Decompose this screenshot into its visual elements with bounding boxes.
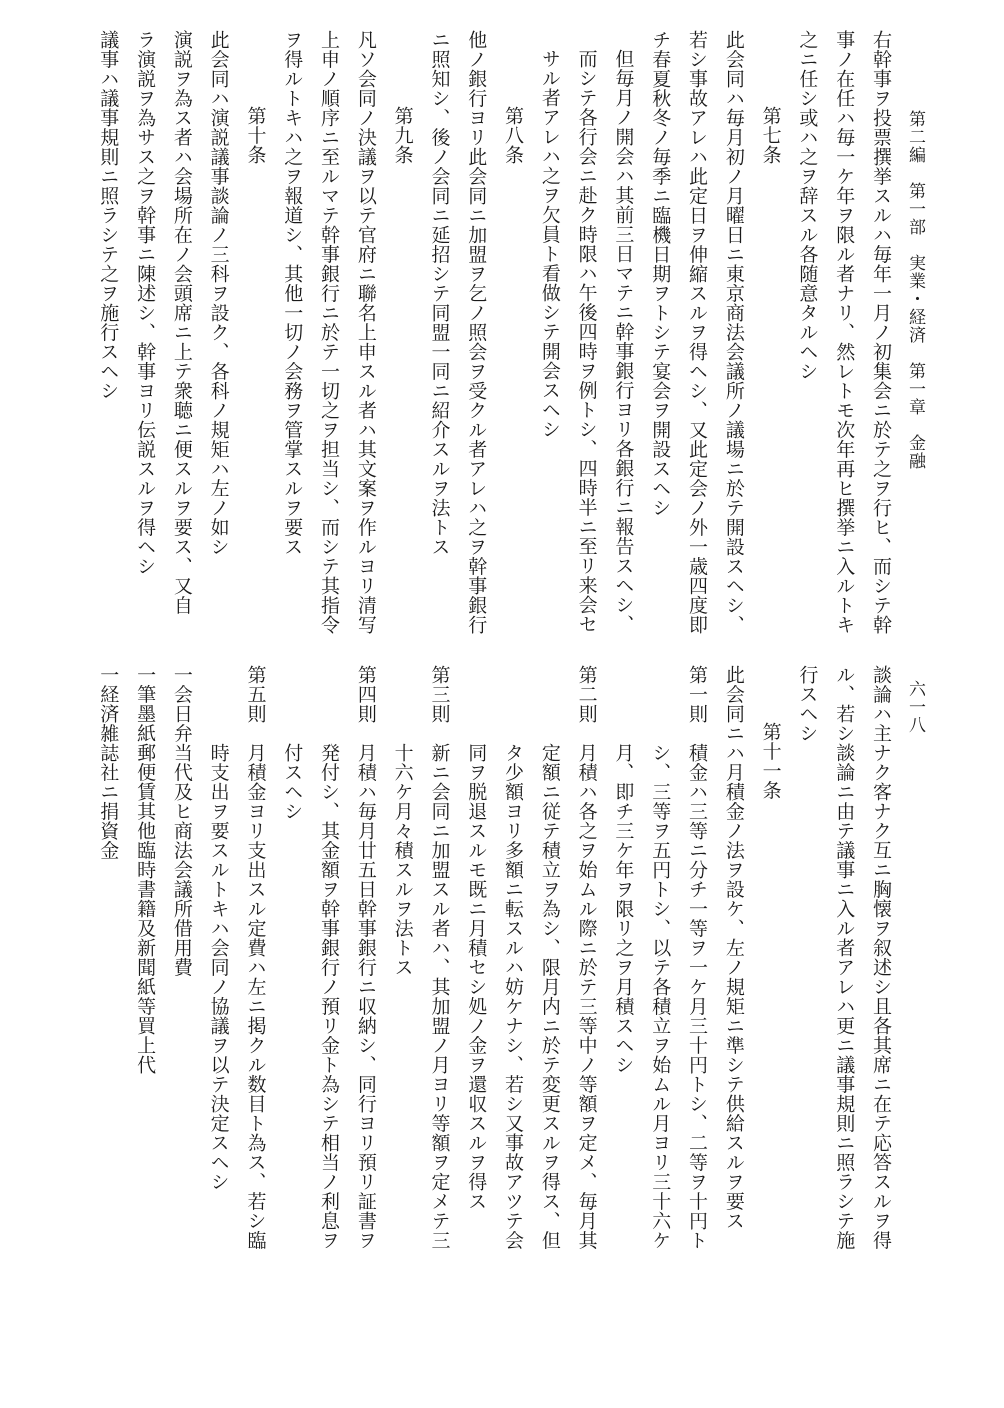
article-heading: 第十条 [244,106,267,165]
text-line: 演説ヲ為ス者ハ会場所在ノ会頭席ニ上テ衆聴ニ便スルヲ要ス、又自 [170,30,193,615]
text-line: 上申ノ順序ニ至ルマテ幹事銀行ニ於テ一切之ヲ担当シ、而シテ其指令 [318,30,341,635]
text-line: 付スヘシ [281,665,304,821]
text-line: 之ニ任シ或ハ之ヲ辞スル各随意タルヘシ [796,30,819,381]
text-line: 若シ事故アレハ此定日ヲ伸縮スルヲ得ヘシ、又此定会ノ外一歳四度即 [686,30,709,635]
text-line: ラ演説ヲ為サス之ヲ幹事ニ陳述シ、幹事ヨリ伝説スルヲ得ヘシ [134,30,157,576]
lower-text-block [70,665,890,1385]
text-line: 右幹事ヲ投票撰挙スルハ毎年一月ノ初集会ニ於テ之ヲ行ヒ、而シテ幹 [870,30,892,635]
running-head: 第二編 第一部 実業・経済 第一章 金融 [905,110,925,470]
article-heading: 第七条 [759,106,782,165]
text-line: タ少額ヨリ多額ニ転スルハ妨ケナシ、若シ又事故アツテ会 [502,665,525,1250]
text-line: 談論ハ主ナク客ナク互ニ胸懐ヲ叙述シ且各其席ニ在テ応答スルヲ得 [870,665,892,1250]
text-line: 時支出ヲ要スルトキハ会同ノ協議ヲ以テ決定スヘシ [207,665,230,1192]
text-line: サル者アレハ之ヲ欠員ト看做シテ開会スヘシ [538,49,561,439]
text-line: ヲ得ルトキハ之ヲ報道シ、其他一切ノ会務ヲ管掌スルヲ要ス [281,30,304,557]
text-line: 行スヘシ [796,665,819,743]
text-line: 但毎月ノ開会ハ其前三日マテニ幹事銀行ヨリ各銀行ニ報告スヘシ、 [612,49,635,634]
text-line: 他ノ銀行ヨリ此会同ニ加盟ヲ乞ノ照会ヲ受クル者アレハ之ヲ幹事銀行 [465,30,488,635]
article-heading: 第八条 [502,106,525,165]
upper-text-block [70,30,892,635]
text-line: 十六ケ月々積スルヲ法トス [391,665,414,977]
text-line: 発付シ、其金額ヲ幹事銀行ノ預リ金ト為シテ相当ノ利息ヲ [318,665,341,1250]
text-line: 第三則 新ニ会同ニ加盟スル者ハ、其加盟ノ月ヨリ等額ヲ定メテ三 [428,665,451,1250]
text-line: 同ヲ脱退スルモ既ニ月積セシ処ノ金ヲ還収スルヲ得ス [465,665,488,1211]
text-line: 而シテ各行会ニ赴ク時限ハ午後四時ヲ例トシ、四時半ニ至リ来会セ [575,49,598,634]
text-line: 定額ニ従テ積立ヲ為シ、限月内ニ於テ変更スルヲ得ス、但 [538,665,561,1250]
text-line: 一筆墨紙郵便賃其他臨時書籍及新聞紙等買上代 [134,665,157,1075]
text-line: シ、三等ヲ五円トシ、以テ各積立ヲ始ムル月ヨリ三十六ケ [649,665,672,1250]
article-heading: 第九条 [391,106,414,165]
text-line: 第一則 積金ハ三等ニ分チ一等ヲ一ケ月三十円トシ、二等ヲ十円ト [686,665,709,1250]
text-line: 此会同ハ毎月初ノ月曜日ニ東京商法会議所ノ議場ニ於テ開設スヘシ、 [722,30,745,635]
text-line: 凡ソ会同ノ決議ヲ以テ官府ニ聯名上申スル者ハ其文案ヲ作ルヨリ清写 [354,30,377,635]
text-line: 此会同ニハ月積金ノ法ヲ設ケ、左ノ規矩ニ準シテ供給スルヲ要ス [722,665,745,1231]
text-line: 第二則 月積ハ各之ヲ始ムル際ニ於テ三等中ノ等額ヲ定メ、毎月其 [575,665,598,1250]
text-line: 第五則 月積金ヨリ支出スル定費ハ左ニ掲クル数目ト為ス、若シ臨 [244,665,267,1250]
text-line: 一経済雑誌社ニ捐資金 [97,665,120,860]
text-line: 此会同ハ演説議事談論ノ三科ヲ設ク、各科ノ規矩ハ左ノ如シ [207,30,230,557]
article-heading: 第十一条 [759,722,782,800]
text-line: 一会日弁当代及ヒ商法会議所借用費 [170,665,193,977]
page-number: 六一八 [905,680,925,734]
text-line: ル、若シ談論ニ由テ議事ニ入ル者アレハ更ニ議事規則ニ照ラシテ施 [833,665,856,1250]
text-line: 第四則 月積ハ毎月廿五日幹事銀行ニ収納シ、同行ヨリ預リ証書ヲ [354,665,377,1250]
text-line: 事ノ在任ハ毎一ケ年ヲ限ル者ナリ、然レトモ次年再ヒ撰挙ニ入ルトキ [833,30,856,635]
text-line: 月、即チ三ケ年ヲ限リ之ヲ月積スヘシ [612,665,635,1075]
text-line: チ春夏秋冬ノ毎季ニ臨機日期ヲトシテ宴会ヲ開設スヘシ [649,30,672,518]
text-line: ニ照知シ、後ノ会同ニ延招シテ同盟一同ニ紹介スルヲ法トス [428,30,451,557]
text-line: 議事ハ議事規則ニ照ラシテ之ヲ施行スヘシ [97,30,120,401]
